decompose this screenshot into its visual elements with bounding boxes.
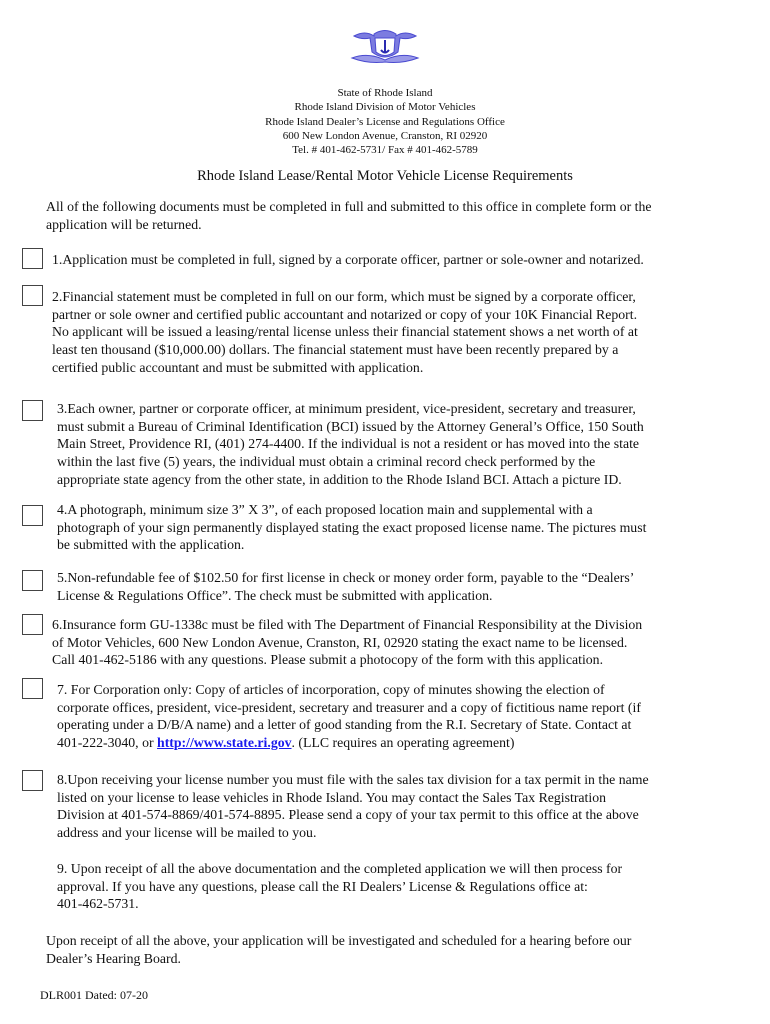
text-line: Call 401-462-5186 with any questions. Please submit a photocopy of the form with this application. bbox=[52, 652, 604, 668]
requirement-checkbox-4[interactable] bbox=[22, 505, 43, 526]
letterhead bbox=[0, 86, 770, 157]
text-line: photograph of your sign permanently displayed stating the exact proposed license name. The pictures must bbox=[57, 519, 647, 535]
text-line bbox=[57, 734, 641, 752]
text-line: least ten thousand ($10,000.00) dollars. The financial statement must have been recently prepared by a bbox=[52, 342, 619, 358]
text-line: License & Regulations Office”. The check must be submitted with application. bbox=[57, 587, 493, 603]
form-footer: DLR001 Dated: 07-20 bbox=[40, 988, 148, 1002]
text-line: Main Street, Providence RI, (401) 274-4400. If the individual is not a resident or has moved into the state bbox=[57, 436, 640, 452]
text-span: . (LLC requires an operating agreement) bbox=[291, 735, 515, 751]
requirement-item-1 bbox=[52, 251, 644, 269]
requirement-checkbox-7[interactable] bbox=[22, 678, 43, 699]
requirement-checkbox-6[interactable] bbox=[22, 614, 43, 635]
text-line: within the last five (5) years, the individual must obtain a criminal record check performed by the bbox=[57, 454, 596, 470]
text-line: 7. For Corporation only: Copy of articles of incorporation, copy of minutes showing the election of bbox=[57, 682, 605, 697]
text-line: 1.Application must be completed in full, signed by a corporate officer, partner or sole-owner and notarized. bbox=[52, 252, 644, 267]
requirement-item-8 bbox=[57, 771, 649, 842]
text-line: 9. Upon receipt of all the above documentation and the completed application we will then process for bbox=[57, 861, 623, 876]
requirement-item-3 bbox=[57, 400, 644, 489]
text-span: 401-222-3040, or bbox=[57, 735, 158, 751]
header-line: State of Rhode Island bbox=[337, 87, 433, 99]
text-line: Upon receipt of all the above, your application will be investigated and scheduled for a hearing before our bbox=[46, 933, 632, 948]
text-line: approval. If you have any questions, please call the RI Dealers’ License & Regulations office at: bbox=[57, 878, 588, 894]
text-line: 3.Each owner, partner or corporate officer, at minimum president, vice-president, secretary and treasurer, bbox=[57, 401, 636, 416]
text-line: 2.Financial statement must be completed in full on our form, which must be signed by a corporate officer, bbox=[52, 289, 636, 304]
state-seal-logo bbox=[350, 28, 420, 68]
text-line: 6.Insurance form GU-1338c must be filed with The Department of Financial Responsibility at the Division bbox=[52, 617, 643, 632]
requirement-item-7 bbox=[57, 681, 641, 752]
text-line: address and your license will be mailed to you. bbox=[57, 825, 317, 841]
requirement-checkbox-5[interactable] bbox=[22, 570, 43, 591]
intro-paragraph bbox=[46, 198, 652, 233]
text-line: of Motor Vehicles, 600 New London Avenue, Cranston, RI, 02920 stating the exact name to be licensed. bbox=[52, 634, 628, 650]
text-line: Division at 401-574-8869/401-574-8895. Please send a copy of your tax permit to this office at the above bbox=[57, 807, 639, 823]
text-line: corporate offices, president, vice-president, secretary and treasurer and a copy of fictitious name report (if bbox=[57, 699, 641, 715]
text-line: appropriate state agency from the other state, in addition to the Rhode Island BCI. Attach a picture ID. bbox=[57, 471, 622, 487]
text-line: must submit a Bureau of Criminal Identification (BCI) issued by the Attorney General’s Office, 150 South bbox=[57, 418, 644, 434]
text-line: be submitted with the application. bbox=[57, 537, 245, 553]
closing-paragraph bbox=[46, 932, 631, 967]
requirement-checkbox-1[interactable] bbox=[22, 248, 43, 269]
requirement-item-6 bbox=[52, 616, 642, 669]
requirement-item-4 bbox=[57, 501, 646, 554]
requirement-item-2 bbox=[52, 288, 638, 377]
text-line: No applicant will be issued a leasing/rental license unless their financial statement shows a net worth of at bbox=[52, 324, 638, 340]
requirement-checkbox-8[interactable] bbox=[22, 770, 43, 791]
requirement-item-9 bbox=[57, 860, 622, 913]
text-line: Dealer’s Hearing Board. bbox=[46, 950, 181, 966]
text-line: 5.Non-refundable fee of $102.50 for first license in check or money order form, payable to the “Dealers’ bbox=[57, 570, 635, 585]
text-line: application will be returned. bbox=[46, 216, 202, 232]
requirement-item-5 bbox=[57, 569, 634, 604]
text-line: listed on your license to lease vehicles in Rhode Island. You may contact the Sales Tax Registration bbox=[57, 789, 607, 805]
document-title: Rhode Island Lease/Rental Motor Vehicle License Requirements bbox=[197, 168, 573, 184]
text-line: certified public accountant and must be submitted with application. bbox=[52, 359, 424, 375]
requirement-checkbox-3[interactable] bbox=[22, 400, 43, 421]
text-line: All of the following documents must be completed in full and submitted to this office in complete form or the bbox=[46, 199, 652, 214]
text-line: operating under a D/B/A name) and a letter of good standing from the R.I. Secretary of State. Contact at bbox=[57, 717, 632, 733]
header-line: Tel. # 401-462-5731/ Fax # 401-462-5789 bbox=[292, 144, 478, 157]
text-line: 4.A photograph, minimum size 3” X 3”, of each proposed location main and supplemental with a bbox=[57, 502, 593, 517]
text-line: 8.Upon receiving your license number you must file with the sales tax division for a tax permit in the name bbox=[57, 772, 649, 787]
header-line: Rhode Island Dealer’s License and Regulations Office bbox=[265, 115, 505, 128]
state-website-link[interactable]: http://www.state.ri.gov bbox=[157, 735, 292, 751]
requirement-checkbox-2[interactable] bbox=[22, 285, 43, 306]
header-line: 600 New London Avenue, Cranston, RI 02920 bbox=[282, 129, 488, 142]
text-line: 401-462-5731. bbox=[57, 896, 139, 912]
text-line: partner or sole owner and certified public accountant and notarized or copy of your 10K Financial Report. bbox=[52, 306, 638, 322]
header-line: Rhode Island Division of Motor Vehicles bbox=[294, 101, 476, 114]
